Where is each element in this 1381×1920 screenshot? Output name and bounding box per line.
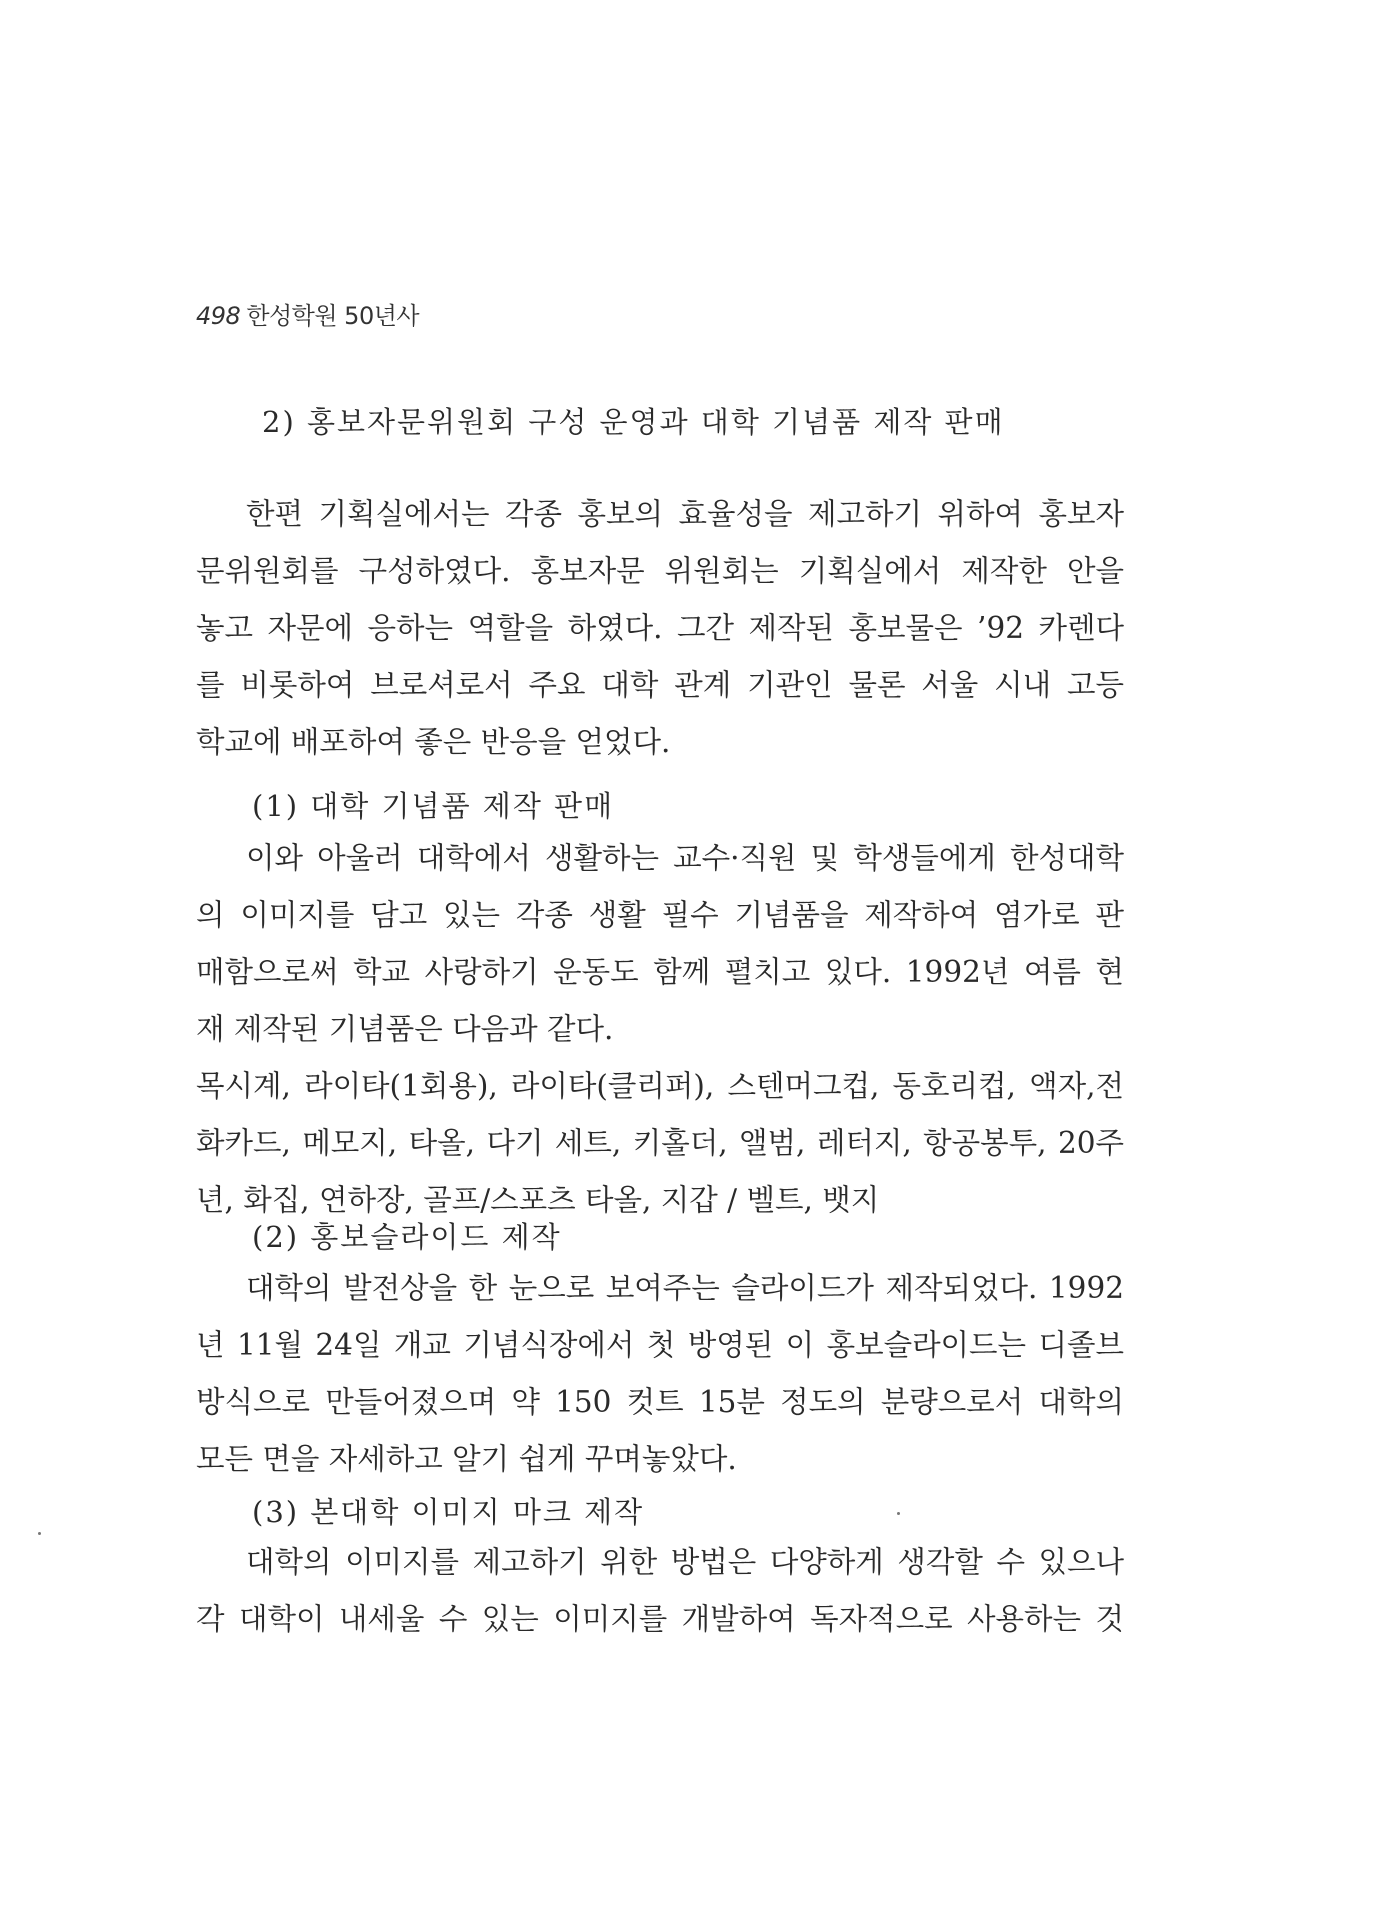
souvenir-list-line: 목시계, 라이타(1회용), 라이타(클리퍼), 스텐머그컵, 동호리컵, 액자,전 xyxy=(196,1069,1124,1103)
souvenir-list-line: 년, 화집, 연하장, 골프/스포츠 타올, 지갑 / 벨트, 뱃지 xyxy=(196,1183,880,1217)
subsection-3-title: (3) 본대학 이미지 마크 제작 xyxy=(252,1495,645,1529)
intro-paragraph xyxy=(196,486,1124,771)
paragraph-line: 의 이미지를 담고 있는 각종 생활 필수 기념품을 제작하여 염가로 판 xyxy=(196,898,1124,932)
running-header xyxy=(196,296,419,331)
paragraph-line: 방식으로 만들어졌으며 약 150 컷트 15분 정도의 분량으로서 대학의 xyxy=(196,1385,1124,1419)
subsection-3-body xyxy=(196,1534,1124,1648)
paragraph-line: 매함으로써 학교 사랑하기 운동도 함께 펼치고 있다. 1992년 여름 현 xyxy=(196,955,1124,989)
paragraph-line: 각 대학이 내세울 수 있는 이미지를 개발하여 독자적으로 사용하는 것 xyxy=(196,1602,1124,1636)
subsection-2-body xyxy=(196,1260,1124,1488)
paragraph-line: 문위원회를 구성하였다. 홍보자문 위원회는 기획실에서 제작한 안을 xyxy=(196,554,1124,588)
book-title: 한성학원 50년사 xyxy=(246,302,420,330)
paragraph-line: 년 11월 24일 개교 기념식장에서 첫 방영된 이 홍보슬라이드는 디졸브 xyxy=(196,1328,1124,1362)
paragraph-line: 대학의 발전상을 한 눈으로 보여주는 슬라이드가 제작되었다. 1992 xyxy=(246,1271,1124,1305)
subsection-1-title: (1) 대학 기념품 제작 판매 xyxy=(252,789,615,823)
paragraph-line: 학교에 배포하여 좋은 반응을 얻었다. xyxy=(196,725,671,759)
paragraph-line: 놓고 자문에 응하는 역할을 하였다. 그간 제작된 홍보물은 ’92 카렌다 xyxy=(196,611,1124,645)
paragraph-line: 재 제작된 기념품은 다음과 같다. xyxy=(196,1012,614,1046)
paragraph-line: 대학의 이미지를 제고하기 위한 방법은 다양하게 생각할 수 있으나 xyxy=(246,1545,1124,1579)
paragraph-line: 한편 기획실에서는 각종 홍보의 효율성을 제고하기 위하여 홍보자 xyxy=(246,497,1124,531)
section-title: 2) 홍보자문위원회 구성 운영과 대학 기념품 제작 판매 xyxy=(262,405,1005,439)
scan-speck xyxy=(897,1512,900,1515)
paragraph-line: 를 비롯하여 브로셔로서 주요 대학 관계 기관인 물론 서울 시내 고등 xyxy=(196,668,1124,702)
paragraph-line: 이와 아울러 대학에서 생활하는 교수·직원 및 학생들에게 한성대학 xyxy=(246,841,1124,875)
scan-speck xyxy=(38,1532,41,1535)
paragraph-line: 모든 면을 자세하고 알기 쉽게 꾸며놓았다. xyxy=(196,1442,737,1476)
souvenir-list-line: 화카드, 메모지, 타올, 다기 세트, 키홀더, 앨범, 레터지, 항공봉투, 20주 xyxy=(196,1126,1124,1160)
subsection-1-body xyxy=(196,830,1124,1229)
page-number: 498 xyxy=(196,302,241,330)
subsection-2-title: (2) 홍보슬라이드 제작 xyxy=(252,1220,562,1254)
